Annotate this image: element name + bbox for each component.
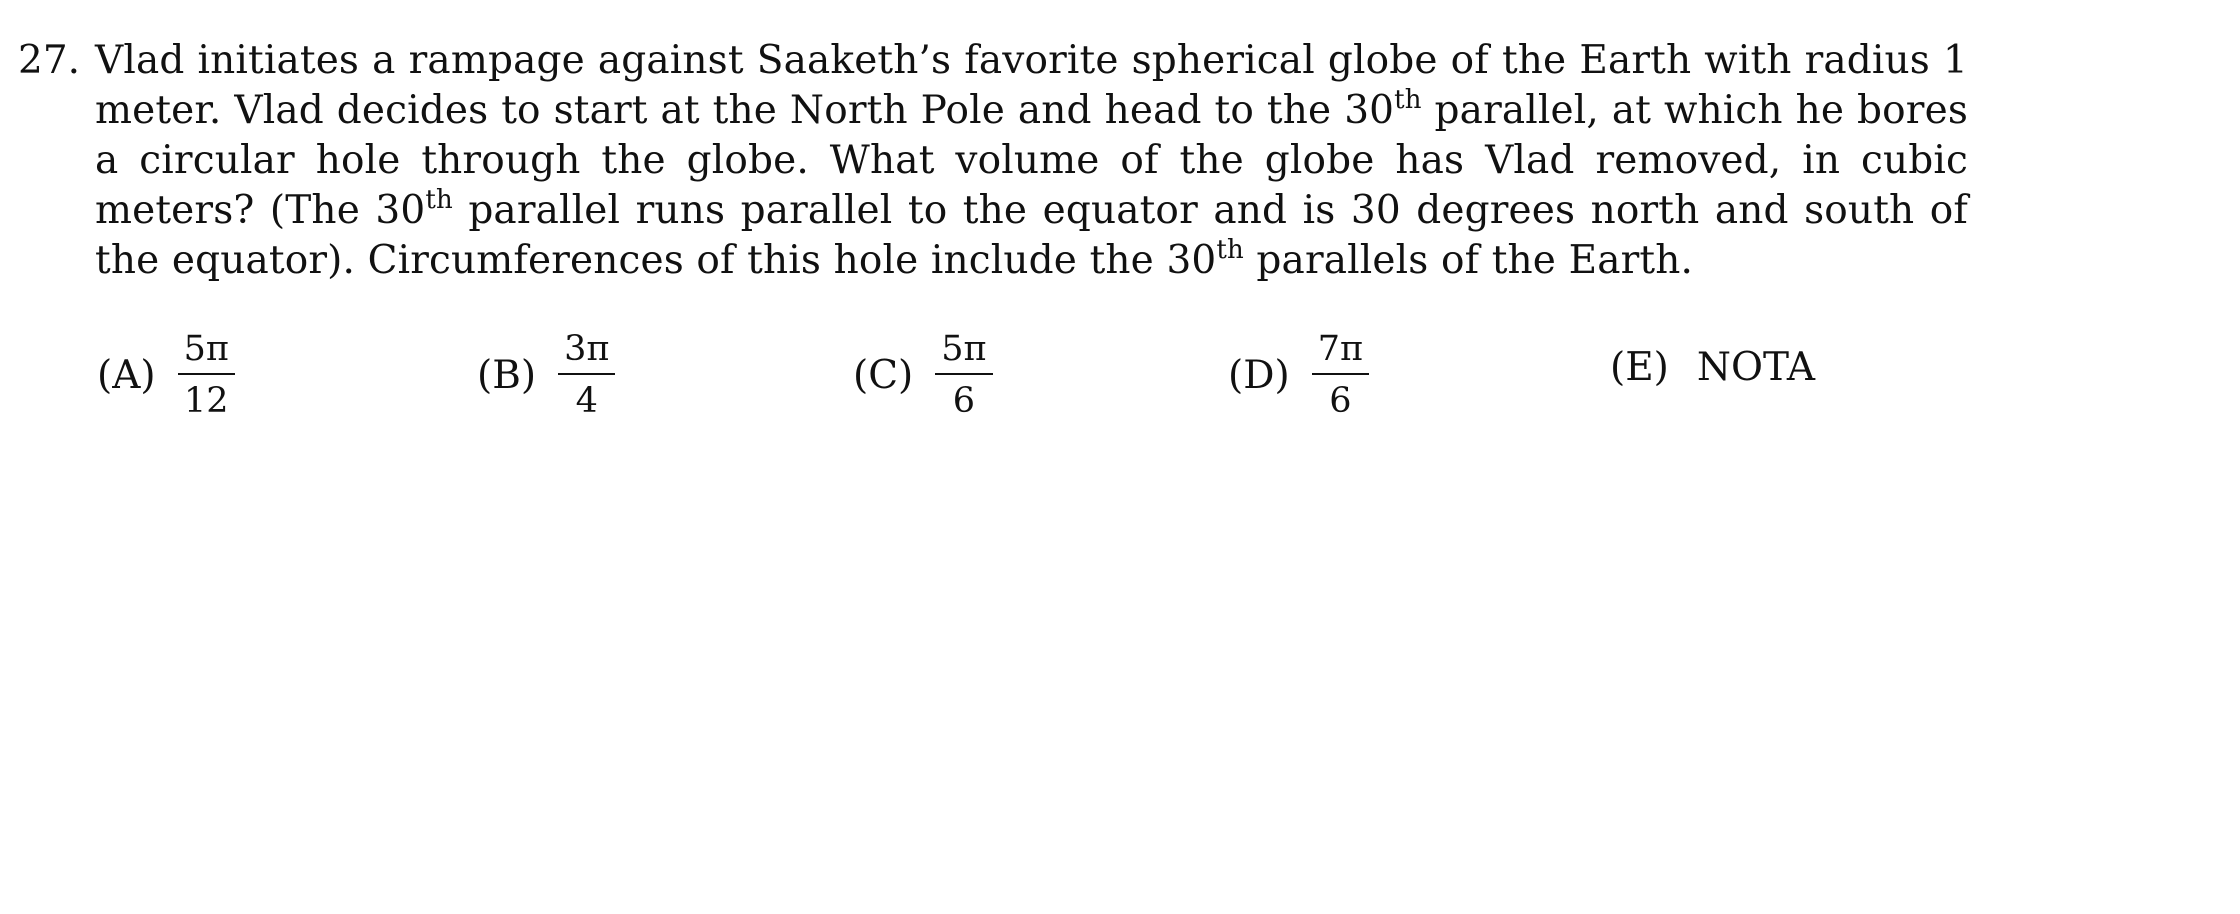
fraction-denominator: 4 — [575, 381, 598, 421]
superscript-th: th — [1394, 85, 1422, 115]
choice-b — [477, 320, 615, 430]
question-number: 27. — [18, 38, 81, 83]
question-text — [95, 36, 1968, 286]
question-text-part-3: parallel runs parallel to the equator and is 30 degrees north and south of the equator). Circumferences of this hole include the 30 — [95, 188, 1968, 283]
fraction-numerator: 3π — [564, 329, 610, 369]
fraction-denominator: 6 — [1329, 381, 1352, 421]
superscript-th: th — [425, 185, 453, 215]
choice-letter: (E) — [1610, 344, 1669, 390]
choice-text: NOTA — [1696, 344, 1816, 390]
question-text-part-1: Vlad initiates a rampage against Saaketh’s favorite spherical globe of the Earth with radius 1 meter. Vlad decides to start at the North Pole and head to the 30 — [95, 38, 1968, 133]
question-text-part-4: parallels of the Earth. — [1243, 238, 1694, 283]
choice-letter: (D) — [1228, 352, 1290, 398]
fraction-numerator: 7π — [1317, 329, 1363, 369]
fraction-numerator: 5π — [941, 329, 987, 369]
fraction — [935, 327, 992, 423]
choice-letter: (C) — [853, 352, 914, 398]
choice-a — [97, 320, 235, 430]
fraction — [558, 327, 615, 423]
superscript-th: th — [1216, 235, 1244, 265]
fraction-numerator: 5π — [183, 329, 229, 369]
question-text-part-2: parallel, at which he bores a circular hole through the globe. What volume of the globe has Vlad removed, in cubic meters? (The 30 — [95, 88, 1968, 233]
choice-e — [1610, 312, 1815, 422]
choice-letter: (A) — [97, 352, 156, 398]
choice-c — [853, 320, 993, 430]
answer-choices — [0, 320, 2240, 430]
fraction — [1312, 327, 1369, 423]
fraction-denominator: 12 — [183, 381, 229, 421]
fraction — [178, 327, 235, 423]
fraction-denominator: 6 — [952, 381, 976, 421]
problem-27 — [18, 36, 1978, 286]
choice-letter: (B) — [477, 352, 537, 398]
choice-d — [1228, 320, 1369, 430]
